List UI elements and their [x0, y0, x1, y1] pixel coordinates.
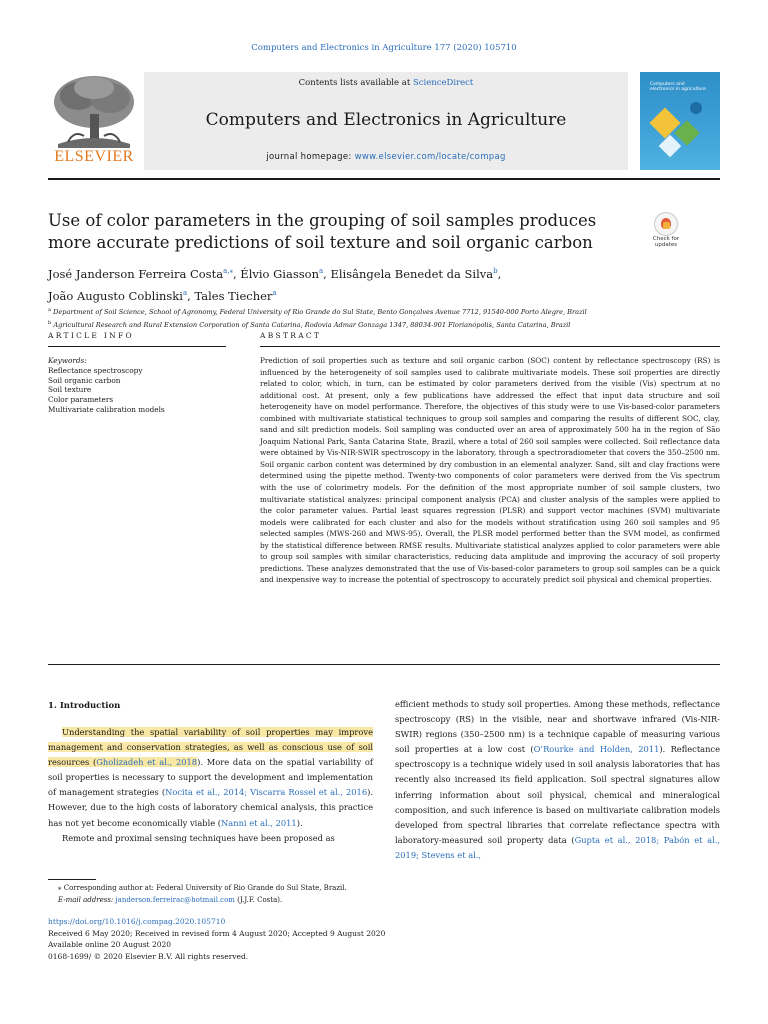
author-affil-mark[interactable]: a: [318, 267, 324, 275]
author-separator: ,: [497, 266, 502, 281]
email-label: E-mail address:: [58, 895, 116, 904]
author-affil-mark[interactable]: a: [272, 288, 277, 297]
keyword-item: Color parameters: [48, 395, 114, 405]
doi-link[interactable]: https://doi.org/10.1016/j.compag.2020.105710: [48, 917, 226, 926]
paragraph-text: Remote and proximal sensing techniques have been proposed as: [62, 832, 335, 843]
homepage-line: [144, 152, 628, 162]
paragraph-text: ).: [296, 817, 303, 828]
citation-link[interactable]: Nocita et al., 2014; Viscarra Rossel et al., 2016: [165, 787, 368, 798]
citation-link[interactable]: Nanni et al., 2011: [221, 817, 297, 828]
author-affil-mark[interactable]: b: [493, 267, 498, 275]
cover-title: Computers and electronics in agriculture: [650, 82, 706, 92]
author-separator: ,: [232, 266, 241, 281]
affiliation-mark: a: [48, 307, 51, 313]
abstract-end-divider: [48, 664, 720, 665]
citation-link[interactable]: Gholizadeh et al., 2018: [96, 757, 198, 768]
author-name[interactable]: José Janderson Ferreira Costa: [48, 266, 224, 281]
homepage-link[interactable]: www.elsevier.com/locate/compag: [354, 152, 506, 162]
affiliation-text: Department of Soil Science, School of Agronomy, Federal University of Rio Grande do Sul State, Bento Gonçalves Avenue 7712, 91540-000 Porto Alegre, Brazil: [53, 308, 587, 317]
email-link[interactable]: janderson.ferreirac@hotmail.com: [115, 895, 235, 904]
contents-line: [144, 78, 628, 88]
journal-citation[interactable]: Computers and Electronics in Agriculture 177 (2020) 105710: [251, 43, 517, 53]
check-for-updates-button[interactable]: [644, 212, 688, 256]
sciencedirect-link[interactable]: ScienceDirect: [412, 78, 474, 88]
elsevier-wordmark: ELSEVIER: [54, 148, 134, 165]
keywords-label: Keywords:: [48, 356, 87, 365]
elsevier-tree-icon: [48, 72, 140, 148]
journal-cover-image[interactable]: [640, 72, 720, 170]
citation-link[interactable]: O’Rourke and Holden, 2011: [533, 744, 660, 755]
keyword-item: Soil organic carbon: [48, 375, 121, 385]
email-suffix: (J.J.F. Costa).: [234, 895, 283, 904]
article-title: Use of color parameters in the grouping of soil samples produces more accurate predictions of soil texture and soil organic carbon: [48, 211, 597, 252]
check-updates-label: Check for updates: [652, 236, 680, 248]
author-name[interactable]: Tales Tiecher: [194, 288, 273, 303]
author-affil-mark[interactable]: a: [182, 288, 188, 297]
journal-title: Computers and Electronics in Agriculture: [205, 110, 567, 130]
contents-prefix: Contents lists available at: [298, 78, 413, 88]
author-affil-mark[interactable]: a,⁎: [223, 267, 233, 275]
header-divider: [48, 178, 720, 180]
author-name[interactable]: João Augusto Coblinski: [48, 288, 183, 303]
check-updates-icon: [654, 212, 678, 236]
author-separator: ,: [187, 288, 195, 303]
received-dates: Received 6 May 2020; Received in revised form 4 August 2020; Accepted 9 August 2020: [48, 928, 386, 938]
journal-header: [48, 72, 720, 174]
article-info-heading: ARTICLE INFO: [48, 331, 134, 340]
copyright: 0168-1699/ © 2020 Elsevier B.V. All rights reserved.: [48, 951, 249, 961]
available-online: Available online 20 August 2020: [48, 940, 172, 950]
intro-paragraph: [395, 697, 720, 863]
affiliations: [48, 305, 720, 331]
intro-paragraph: [48, 725, 373, 831]
intro-paragraph: [48, 831, 373, 846]
cover-shape: [690, 102, 702, 114]
paragraph-text: efficient methods to study soil properties. Among these methods, reflectance spectroscopy (RS) in the visible, near and shortwave infrared (Vis-NIR-SWIR) regions (350–2500 nm) is a technique capable of measuring various soil properties at a low cost (: [395, 699, 720, 755]
author-separator: ,: [323, 266, 331, 281]
article-info-divider: [48, 346, 226, 347]
author-name[interactable]: Elisângela Benedet da Silva: [330, 266, 494, 281]
abstract-divider: [260, 346, 720, 347]
email-line: [48, 895, 720, 907]
elsevier-logo[interactable]: [48, 72, 140, 170]
keywords-block: [48, 356, 248, 415]
paragraph-text: ). More data on the spatial variability of soil properties is necessary to support the development and implementation of management strategies (: [48, 757, 373, 798]
cover-shape: [659, 135, 682, 158]
intro-right-column: [395, 697, 720, 863]
keyword-item: Reflectance spectroscopy: [48, 365, 143, 375]
footnote-divider: [48, 879, 96, 880]
paragraph-text: ). However, due to the high costs of laboratory chemical analysis, this practice has not yet become economically viable (: [48, 787, 373, 828]
affiliation-item: [48, 318, 720, 331]
author-list: [48, 262, 668, 306]
publication-info: [48, 916, 720, 962]
citation-link[interactable]: Gupta et al., 2018; Pabón et al., 2019; Stevens et al.,: [395, 834, 721, 860]
paragraph-text: ). Reflectance spectroscopy is a technique widely used in soil analysis laboratories that has recently also increased its field application. Soil spectral signatures allow inferring information about soil physical, chemical and mineralogical composition, and such inference is based on multivariate calibration models developed from spectral libraries that correlate reflectance spectra with laboratory-measured soil property data (: [395, 744, 720, 845]
affiliation-mark: b: [48, 320, 52, 327]
abstract-heading: ABSTRACT: [260, 331, 322, 340]
affiliation-item: [48, 305, 720, 318]
highlighted-text[interactable]: Understanding the spatial variability of soil properties may improve management and conservation strategies, as well as conscious use of soil resources (: [48, 727, 373, 768]
author-name[interactable]: Élvio Giasson: [240, 266, 319, 281]
intro-left-column: [48, 725, 373, 846]
abstract-text: Prediction of soil properties such as texture and soil organic carbon (SOC) content by reflectance spectroscopy (RS) is influenced by the heterogeneity of soil samples used to calibrate multivariate models. These soil properties are directly related to color, which, in turn, can be estimated by color parameters derived from the visible (Vis) spectrum at no additional cost. At present, only a few publications have addressed the effect that input data structure and soil heterogeneity have on model performance. Therefore, the objectives of this study were to use Vis-based-color parameters combined with multivariate statistical techniques to group soil samples and comparing the results of different SOC, clay, sand and silt prediction models. Soil sampling was conducted over an area of approximately 500 ha in the region of São Joaquim National Park, Santa Catarina State, Brazil, where a total of 260 soil samples were collected. Soil reflectance data were obtained by Vis-NIR-SWIR spectroscopy in the laboratory, through a spectroradiometer that covers the 350–2500 nm. Soil organic carbon content was determined by dry combustion in an elemental analyzer. Sand, silt and clay fractions were determined using the pipette method. Twenty-two components of color parameters were derived from the Vis spectrum with the use of colorimetry models. For the definition of the most appropriate number of soil sample clusters, two multivariate statistical analyzes: principal component analysis (PCA) and cluster analysis of the samples were applied to the color parameter values. Partial least squares regression (PLSR) and support vector machines (SVM) multivariate models were calibrated for each cluster and also for the models without stratification using 260 soil samples and 95 selected samples (MWS-260 and MWS-95). Overall, the PLSR model performed better than the SVM model, as confirmed by the statistical difference between RMSE results. Multivariate statistical analyzes applied to color parameters were able to group soil samples with similar characteristics, reducing data amplitude and improving the accuracy of soil property predictions. These analyzes demonstrated that the use of Vis-based-color parameters to group soil samples can be a quick and inexpensive way to increase the potential of spectroscopy to accurately predict soil physical and chemical properties.: [260, 356, 720, 585]
keyword-item: Soil texture: [48, 385, 92, 395]
journal-banner: [144, 72, 628, 170]
affiliation-text: Agricultural Research and Rural Extension Corporation of Santa Catarina, Rodovia Admar Gonzaga 1347, 88034-901 Florianópolis, Santa Catarina, Brazil: [53, 321, 571, 330]
homepage-prefix: journal homepage:: [266, 152, 355, 162]
keyword-item: Multivariate calibration models: [48, 404, 165, 414]
section-heading-introduction: 1. Introduction: [48, 701, 121, 711]
corresponding-author-note: ⁎ Corresponding author at: Federal University of Rio Grande do Sul State, Brazil.: [58, 884, 347, 892]
footnote: [48, 883, 720, 906]
